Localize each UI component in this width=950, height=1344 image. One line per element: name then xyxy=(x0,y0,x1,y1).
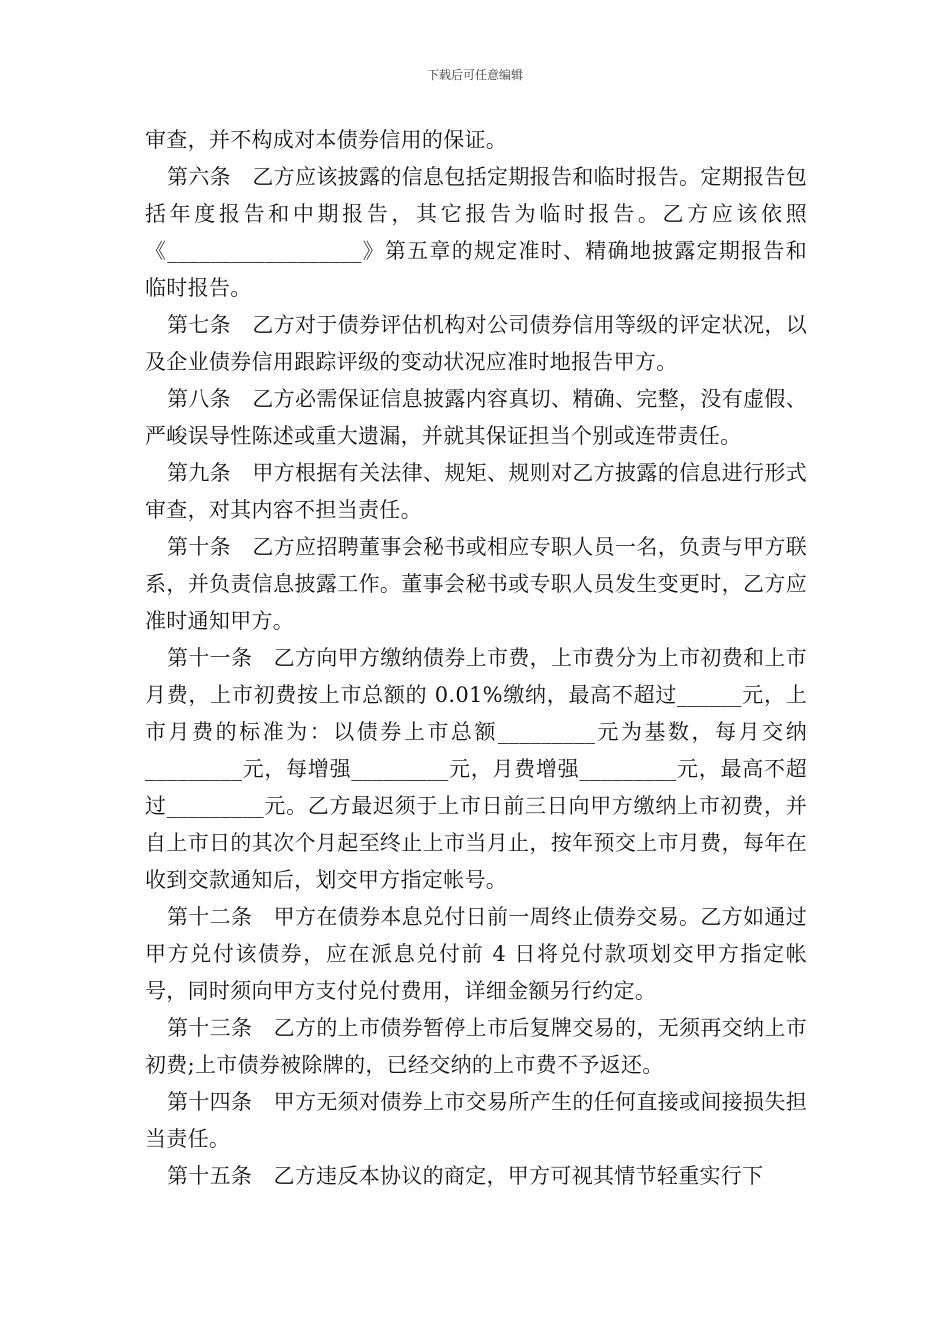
paragraph-article-11: 第十一条 乙方向甲方缴纳债券上市费，上市费分为上市初费和上市月费，上市初费按上市总额的 0.01%缴纳，最高不超过______元，上市月费的标准为：以债券上市总额_________元为基数，每月交纳_________元，每增强_________元，月费增强_________元，最高不超过_________元。乙方最迟须于上市日前三日向甲方缴纳上市初费，并自上市日的其次个月起至终止上市当月止，按年预交上市月费，每年在收到交款通知后，划交甲方指定帐号。 xyxy=(145,646,807,892)
paragraph-article-9: 第九条 甲方根据有关法律、规矩、规则对乙方披露的信息进行形式审查，对其内容不担当责任。 xyxy=(145,461,807,522)
paragraph-article-14: 第十四条 甲方无须对债券上市交易所产生的任何直接或间接损失担当责任。 xyxy=(145,1090,807,1151)
paragraph-article-15: 第十五条 乙方违反本协议的商定，甲方可视其情节轻重实行下 xyxy=(167,1164,764,1188)
document-body xyxy=(145,122,807,1195)
paragraph-article-10: 第十条 乙方应招聘董事会秘书或相应专职人员一名，负责与甲方联系，并负责信息披露工作。董事会秘书或专职人员发生变更时，乙方应准时通知甲方。 xyxy=(145,535,807,633)
paragraph-article-12: 第十二条 甲方在债券本息兑付日前一周终止债券交易。乙方如通过甲方兑付该债券，应在派息兑付前 4 日将兑付款项划交甲方指定帐号，同时须向甲方支付兑付费用，详细金额另行约定。 xyxy=(145,905,807,1003)
paragraph-article-8: 第八条 乙方必需保证信息披露内容真切、精确、完整，没有虚假、严峻误导性陈述或重大遗漏，并就其保证担当个别或连带责任。 xyxy=(145,387,807,448)
paragraph-1: 审查，并不构成对本债券信用的保证。 xyxy=(145,128,508,152)
paragraph-article-6: 第六条 乙方应该披露的信息包括定期报告和临时报告。定期报告包括年度报告和中期报告，其它报告为临时报告。乙方应该依照《__________________》第五章的规定准时、精确地披露定期报告和临时报告。 xyxy=(145,165,807,300)
paragraph-article-7: 第七条 乙方对于债券评估机构对公司债券信用等级的评定状况，以及企业债券信用跟踪评级的变动状况应准时地报告甲方。 xyxy=(145,313,807,374)
paragraph-article-13: 第十三条 乙方的上市债券暂停上市后复牌交易的，无须再交纳上市初费;上市债券被除牌的，已经交纳的上市费不予返还。 xyxy=(145,1016,807,1077)
page-header: 下载后可任意编辑 xyxy=(426,68,523,82)
